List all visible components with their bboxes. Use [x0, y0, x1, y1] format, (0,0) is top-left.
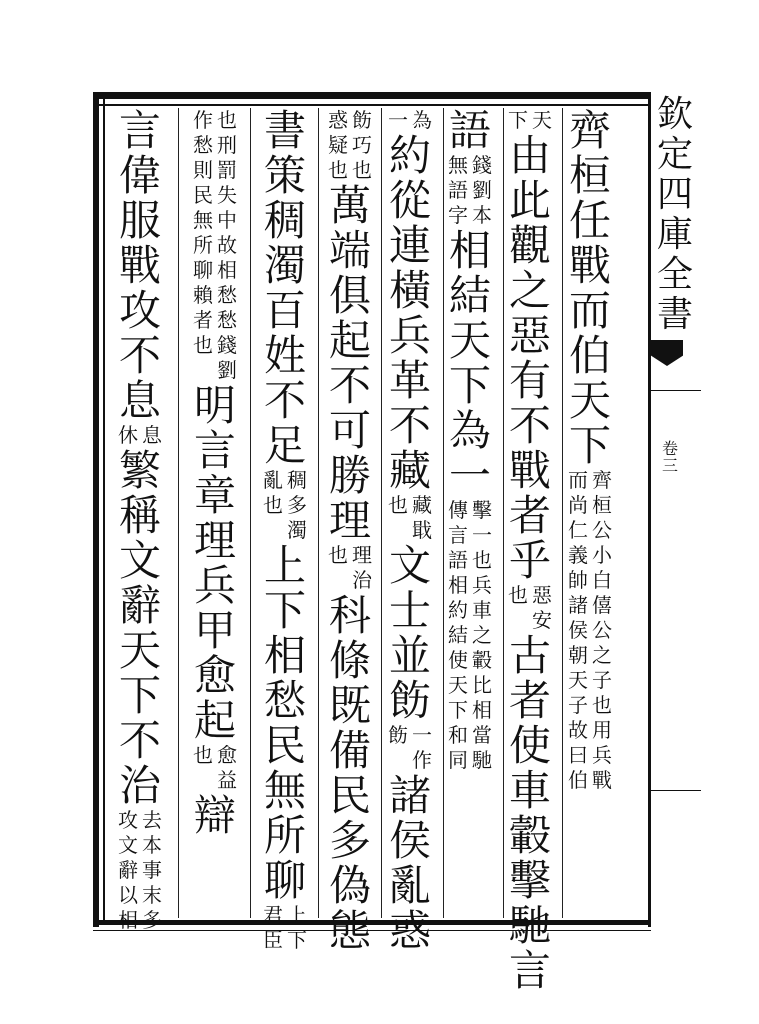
commentary-right-line: 治 [352, 568, 372, 592]
commentary-left-line: 惑 疑 也 [328, 108, 348, 182]
main-text: 言 偉 服 戰 攻 不 息 [118, 106, 161, 425]
commentary-right-line: 惡 安 [532, 583, 552, 632]
commentary-left-line: 君 臣 [263, 903, 283, 952]
commentary-right-line: 上 下 [287, 903, 307, 952]
commentary-note [507, 583, 554, 633]
text-column [327, 108, 373, 955]
commentary-note [262, 903, 309, 953]
text-column [507, 108, 553, 995]
commentary-left-line: 亂 也 [263, 468, 283, 517]
commentary-note [447, 153, 494, 228]
frame-left-inner-border [103, 94, 105, 924]
commentary-right-line: 益 [217, 768, 237, 792]
text-column [262, 106, 308, 952]
commentary-left-line: 也 [508, 583, 528, 607]
commentary-note [507, 108, 554, 133]
main-text: 辯 [193, 791, 236, 840]
column-divider [562, 108, 563, 918]
commentary-note [387, 108, 434, 133]
main-text: 文 士 並 飭 [388, 541, 431, 725]
main-text: 古 者 使 車 轂 擊 馳 言 [508, 631, 551, 995]
main-text: 書 策 稠 濁 百 姓 不 足 [263, 106, 306, 470]
text-column [117, 106, 163, 932]
commentary-right-line: 飭 巧 也 [352, 108, 372, 182]
commentary-right-line: 擊 一 也 兵 車 之 轂 比 相 當 馳 [472, 498, 492, 772]
commentary-note [327, 543, 374, 568]
main-text: 語 [448, 106, 491, 155]
column-divider [443, 108, 444, 918]
main-text: 明 言 章 理 兵 甲 愈 起 [193, 381, 236, 745]
commentary-right-line: 天 [532, 108, 552, 132]
main-text: 相 結 天 下 為 一 [448, 226, 491, 500]
commentary-note [447, 498, 494, 773]
column-divider [250, 108, 251, 918]
main-text: 由 此 觀 之 惡 有 不 戰 者 乎 [508, 131, 551, 585]
commentary-left-line: 飭 [388, 723, 408, 747]
commentary-right-line: 稠 多 濁 [287, 468, 307, 542]
frame-top-border [93, 92, 651, 99]
commentary-right-line: 一 作 [412, 723, 432, 772]
column-divider [318, 108, 319, 918]
commentary-note [117, 423, 164, 448]
main-text: 上 下 相 愁 民 無 所 聊 [263, 541, 306, 905]
commentary-left-line [192, 768, 215, 793]
commentary-note [327, 108, 374, 183]
main-text: 齊 桓 任 戰 而 伯 天 下 [568, 106, 611, 470]
text-column [447, 108, 493, 924]
fishtail-mark [651, 340, 683, 366]
text-column [567, 108, 613, 924]
commentary-note [387, 723, 434, 773]
commentary-left-line: 也 [388, 493, 408, 517]
commentary-left-line: 無 語 字 [448, 153, 468, 227]
column-divider [381, 108, 382, 918]
commentary-left-line: 傳 言 語 相 約 結 使 天 下 和 同 [448, 498, 468, 772]
commentary-right-line: 理 [352, 543, 372, 567]
commentary-note [387, 493, 434, 543]
commentary-note [192, 108, 239, 383]
commentary-note [567, 468, 614, 793]
frame-top-inner-border [93, 104, 651, 106]
commentary-right-line: 息 [142, 423, 162, 447]
margin-divider [651, 390, 701, 391]
commentary-right-line: 愈 [217, 743, 237, 767]
commentary-right-line: 為 [412, 108, 432, 132]
book-title-margin [652, 95, 698, 335]
commentary-left-line: 攻 文 辭 以 相 [118, 808, 138, 932]
main-text: 繁 稱 文 辭 天 下 不 治 [118, 446, 161, 810]
commentary-right-line: 也 刑 罰 失 中 故 相 愁 愁 錢 劉 [217, 108, 237, 382]
column-divider [178, 108, 179, 918]
commentary-note [192, 768, 239, 793]
column-divider [503, 108, 504, 918]
juan-number: 卷三 [661, 439, 678, 475]
commentary-left-line: 而 尚 仁 義 帥 諸 侯 朝 天 子 故 曰 伯 [568, 468, 588, 792]
text-column [387, 108, 433, 955]
main-text: 萬 端 俱 起 不 可 勝 理 [328, 181, 371, 545]
commentary-note [117, 808, 164, 933]
margin-divider [651, 790, 701, 791]
commentary-left-line: 下 [508, 108, 528, 132]
commentary-right-line: 藏 戢 [412, 493, 432, 542]
commentary-note [192, 743, 239, 768]
commentary-left-line: 也 [193, 743, 213, 767]
main-text: 諸 侯 亂 惑 [388, 771, 431, 955]
book-title: 欽定四庫全書 [656, 94, 693, 335]
commentary-left-line: 也 [328, 543, 348, 567]
commentary-note [262, 468, 309, 543]
commentary-left-line [327, 568, 350, 593]
commentary-left-line: 一 [388, 108, 408, 132]
frame-right-border [648, 92, 651, 927]
frame-bottom-inner-border [93, 930, 651, 931]
commentary-right-line: 齊 桓 公 小 白 僖 公 之 子 也 用 兵 戰 [592, 468, 612, 792]
commentary-left-line: 休 [118, 423, 138, 447]
commentary-note [327, 568, 374, 593]
frame-left-border [93, 92, 99, 927]
main-text: 約 從 連 橫 兵 革 不 藏 [388, 131, 431, 495]
commentary-left-line: 作 愁 則 民 無 所 聊 賴 者 也 [193, 108, 213, 357]
commentary-right-line: 去 本 事 末 多 [142, 808, 162, 932]
main-text: 科 條 既 備 民 多 偽 態 [328, 591, 371, 955]
text-column [192, 108, 238, 924]
commentary-right-line: 錢 劉 本 [472, 153, 492, 227]
